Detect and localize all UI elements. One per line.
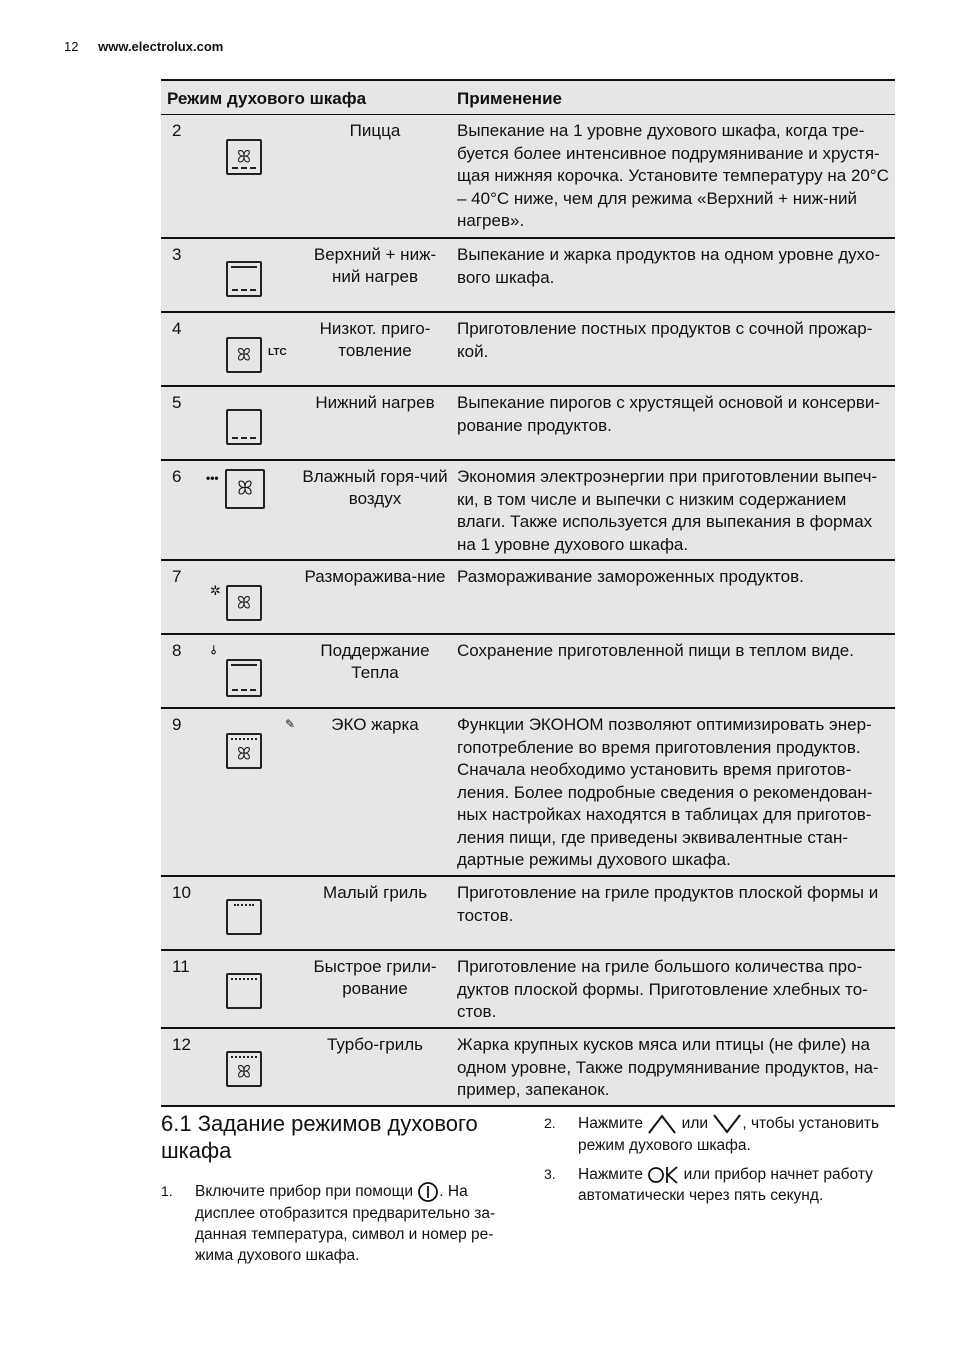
table-row	[161, 709, 895, 877]
table-row	[161, 115, 895, 239]
mode-description: Приготовление на гриле большого количества про-дуктов плоской формы. Приготовление хлебных то-стов.	[457, 957, 868, 1021]
moist-fan-icon: ꕤ	[225, 469, 265, 509]
moisture-dots-icon: •••	[206, 471, 219, 485]
mode-number: 10	[172, 883, 191, 902]
table-header	[161, 81, 895, 115]
mode-number: 11	[172, 957, 190, 976]
section-title-text: Задание режимов духового шкафа	[161, 1111, 478, 1163]
mode-number: 4	[172, 319, 182, 338]
mode-name: Поддержание Тепла	[320, 641, 430, 682]
eco-roast-icon: ꕤ	[226, 733, 262, 769]
table-row	[161, 387, 895, 461]
thermometer-icon: ⫰	[211, 643, 217, 657]
page-number: 12	[64, 39, 79, 54]
mode-name: Пицца	[349, 121, 401, 140]
mode-number: 8	[172, 641, 182, 660]
mode-name: Разморажива-ние	[304, 567, 446, 586]
step-3	[544, 1164, 894, 1214]
website-url: www.electrolux.com	[98, 39, 224, 54]
step-number: 3.	[544, 1166, 556, 1182]
col-header-use: Применение	[457, 89, 562, 108]
snowflake-icon: ✲	[210, 583, 221, 598]
small-grill-icon	[226, 899, 262, 935]
table-row	[161, 313, 895, 387]
mode-number: 12	[172, 1035, 191, 1054]
step-text: Нажмите или , чтобы установить режим духового шкафа.	[578, 1113, 894, 1156]
mode-description: Экономия электроэнергии при приготовлении выпеч-ки, в том числе и выпечки с низким содержанием влаги. Также используется для выпекания в формах на 1 уровне духового шкафа.	[457, 467, 878, 554]
power-icon	[417, 1181, 439, 1203]
mode-name: Быстрое грили-рование	[313, 957, 437, 998]
mode-name: Малый гриль	[322, 883, 428, 902]
table-row	[161, 635, 895, 709]
mode-description: Выпекание на 1 уровне духового шкафа, когда тре-буется более интенсивное подрумянивание и хрустя-щая нижняя корочка. Установите температуру на 20°C – 40°C ниже, чем для режима «Верхний + ниж-ний нагрев».	[457, 121, 889, 230]
mode-description: Выпекание и жарка продуктов на одном уровне духо-вого шкафа.	[457, 245, 881, 287]
mode-number: 7	[172, 567, 182, 586]
oven-modes-table	[161, 79, 895, 1107]
mode-description: Функции ЭКОНОМ позволяют оптимизировать энер-гопотребление во время приготовления продуктов. Сначала необходимо установить время приготов-ления. Более подробные сведения о рекомендован-ных настройках находятся в таблицах для приготов-ления пищи, где приведены эквивалентные стан-дартные режимы духового шкафа.	[457, 715, 873, 869]
mode-description: Размораживание замороженных продуктов.	[457, 567, 804, 586]
table-row	[161, 877, 895, 951]
down-arrow-icon	[712, 1113, 742, 1135]
step-number: 2.	[544, 1115, 556, 1131]
mode-description: Приготовление постных продуктов с сочной прожар-кой.	[457, 319, 873, 361]
table-row	[161, 461, 895, 561]
mode-name: Нижний нагрев	[315, 393, 435, 412]
ok-icon	[647, 1165, 679, 1185]
page-header	[64, 39, 223, 54]
mode-number: 9	[172, 715, 182, 734]
section-title	[161, 1110, 501, 1164]
low-temp-cooking-icon: ꕤ	[226, 337, 262, 373]
ltc-label: LTC	[268, 347, 287, 358]
mode-name: ЭКО жарка	[331, 715, 419, 734]
mode-description: Приготовление на гриле продуктов плоской формы и тостов.	[457, 883, 879, 925]
pizza-fan-icon: ꕤ	[226, 139, 262, 175]
mode-description: Жарка крупных кусков мяса или птицы (не филе) на одном уровне, Также подрумянивание продуктов, на-пример, запеканок.	[457, 1035, 879, 1099]
keep-warm-icon	[226, 659, 262, 697]
mode-name: Верхний + ниж-ний нагрев	[313, 245, 437, 286]
mode-description: Сохранение приготовленной пищи в теплом виде.	[457, 641, 854, 660]
leaf-icon: ✎	[285, 717, 296, 731]
table-row	[161, 239, 895, 313]
mode-name: Низкот. приго-товление	[319, 319, 431, 360]
step-1	[161, 1181, 511, 1271]
mode-number: 6	[172, 467, 182, 486]
table-row	[161, 561, 895, 635]
turbo-grill-icon: ꕤ	[226, 1051, 262, 1087]
step-text: Включите прибор при помощи . На дисплее отобразится предварительно за-данная температура, символ и номер ре-жима духового шкафа.	[195, 1181, 511, 1266]
mode-description: Выпекание пирогов с хрустящей основой и консерви-рование продуктов.	[457, 393, 881, 435]
defrost-icon: ꕤ	[226, 585, 262, 621]
col-header-mode: Режим духового шкафа	[167, 89, 367, 108]
mode-name: Турбо-гриль	[327, 1035, 423, 1054]
top-bottom-heat-icon	[226, 261, 262, 297]
bottom-heat-icon	[226, 409, 262, 445]
table-row	[161, 951, 895, 1029]
step-2	[544, 1113, 894, 1163]
mode-number: 5	[172, 393, 182, 412]
fast-grill-icon	[226, 973, 262, 1009]
step-text: Нажмите или прибор начнет работу автоматически через пять секунд.	[578, 1166, 873, 1204]
mode-number: 2	[172, 121, 182, 140]
up-arrow-icon	[647, 1113, 677, 1135]
mode-number: 3	[172, 245, 182, 264]
table-row	[161, 1029, 895, 1107]
section-number: 6.1	[161, 1111, 192, 1136]
mode-name: Влажный горя-чий воздух	[302, 467, 448, 508]
step-number: 1.	[161, 1183, 173, 1199]
